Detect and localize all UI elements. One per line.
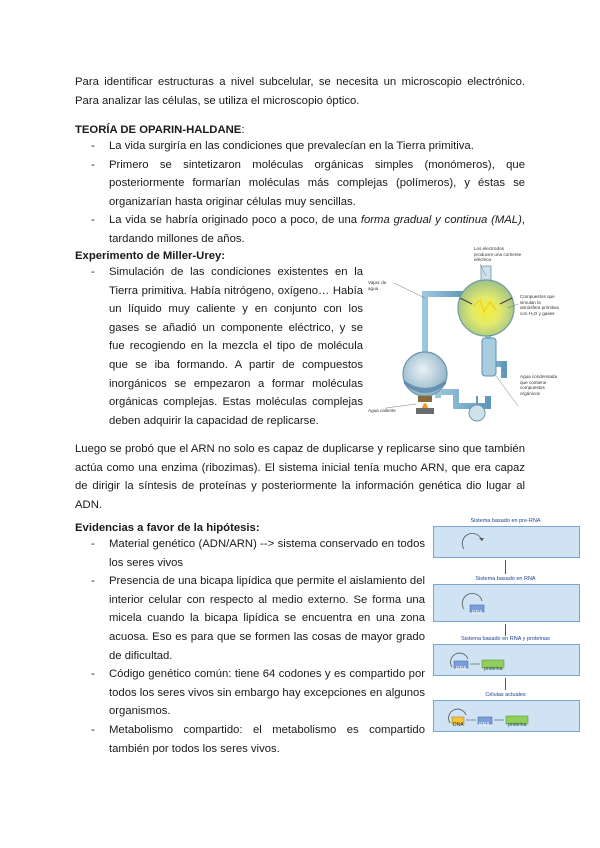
arrow-icon	[505, 560, 506, 574]
rna-world-figure	[433, 518, 578, 750]
miller-heading: Experimento de Miller-Urey:	[75, 250, 226, 262]
list-item: - Código genético común: tiene 64 codones y es compartido por todos los seres vivos sin embargo hay excepciones en algunos organismos.	[91, 668, 425, 718]
label-compounds: Compuestos que simulan la atmósfera primitiva con H₂O y gases	[520, 294, 559, 316]
label-hot-water: Agua caliente	[368, 408, 396, 413]
stage-2-title: Sistema basado en RNA	[475, 576, 536, 582]
arn-paragraph: Luego se probó que el ARN no solo es capaz de duplicarse y replicarse sino que también actúa como una enzima (ribozimas). El sistema inicial tenía mucho ARN, que era capaz de dirigir la síntesis de proteínas y posteriormente la información genética dio lugar al ADN.	[75, 443, 525, 511]
stage-2-box: RNA	[433, 584, 580, 622]
label-electrodes: Los electrodos producen una corriente eléctrica	[474, 246, 522, 263]
label-vapor: Vapor de agua	[368, 280, 387, 291]
apparatus-illustration	[368, 246, 563, 428]
stage-1-illustration	[434, 527, 579, 557]
stage-1-box	[433, 526, 580, 558]
condenser	[482, 338, 496, 376]
oparin-list	[75, 137, 525, 249]
oparin-heading: TEORÍA DE OPARIN-HALDANE:	[75, 124, 245, 136]
arrow-icon	[505, 624, 506, 636]
list-item: - Simulación de las condiciones existentes en la Tierra primitiva. Había nitrógeno, oxígeno… Había un líquido muy caliente y en conjunto con los gases se añadió un componente eléctrico, y se fue recogiendo en la mezcla el tipo de molécula que se iba formando. A partir de compuestos inorgánicos se empezaron a formar moléculas orgánicas complejas. Estas moléculas complejas deben adquirir la capacidad de replicarse.	[91, 266, 363, 427]
list-item: - Material genético (ADN/ARN) --> sistema conservado en todos los seres vivos	[91, 538, 425, 569]
list-item: - Primero se sintetizaron moléculas orgánicas simples (monómeros), que posteriormente formarían moléculas más complejas (polímeros), y éstas se organizarían hasta originar células muy sencillas.	[91, 158, 525, 208]
arrow-icon	[505, 678, 506, 690]
intro-paragraph: Para identificar estructuras a nivel subcelular, se necesita un microscopio electrónico. Para analizar las células, se utiliza el microscopio óptico.	[75, 76, 525, 107]
list-item: - Presencia de una bicapa lipídica que permite el aislamiento del interior celular con respecto al medio externo. Se forma una micela cuando la bicapa lipídica se encuentra en una zona acuosa. Eso es para que se formen las cosas de mayor grado de dificultad.	[91, 575, 425, 662]
miller-urey-apparatus-figure	[368, 246, 563, 428]
stage-4-box: DNA RNA proteína	[433, 700, 580, 732]
return-tube	[438, 392, 488, 406]
label-condensed-water: Agua condensada que contiene compuestos orgánicos	[520, 374, 558, 396]
evidencias-heading: Evidencias a favor de la hipótesis:	[75, 522, 260, 534]
stage-4-title: Células actuales	[485, 692, 526, 698]
stage-1-title: Sistema basado en pre-RNA	[470, 518, 541, 524]
oparin-title: TEORÍA DE OPARIN-HALDANE	[75, 124, 242, 136]
list-item: - Metabolismo compartido: el metabolismo es compartido también por todos los seres vivos.	[91, 723, 425, 755]
list-item: - La vida surgiría en las condiciones que prevalecían en la Tierra primitiva.	[91, 140, 474, 152]
list-item: - La vida se habría originado poco a poco, de una forma gradual y continua (MAL), tardando millones de años.	[91, 214, 525, 245]
stage-3-box: RNA proteína	[433, 644, 580, 676]
stage-3-title: Sistema basado en RNA y proteínas	[461, 636, 550, 642]
miller-list	[75, 263, 363, 430]
evidencias-list	[75, 535, 425, 758]
stage-2-illustration	[434, 585, 579, 621]
